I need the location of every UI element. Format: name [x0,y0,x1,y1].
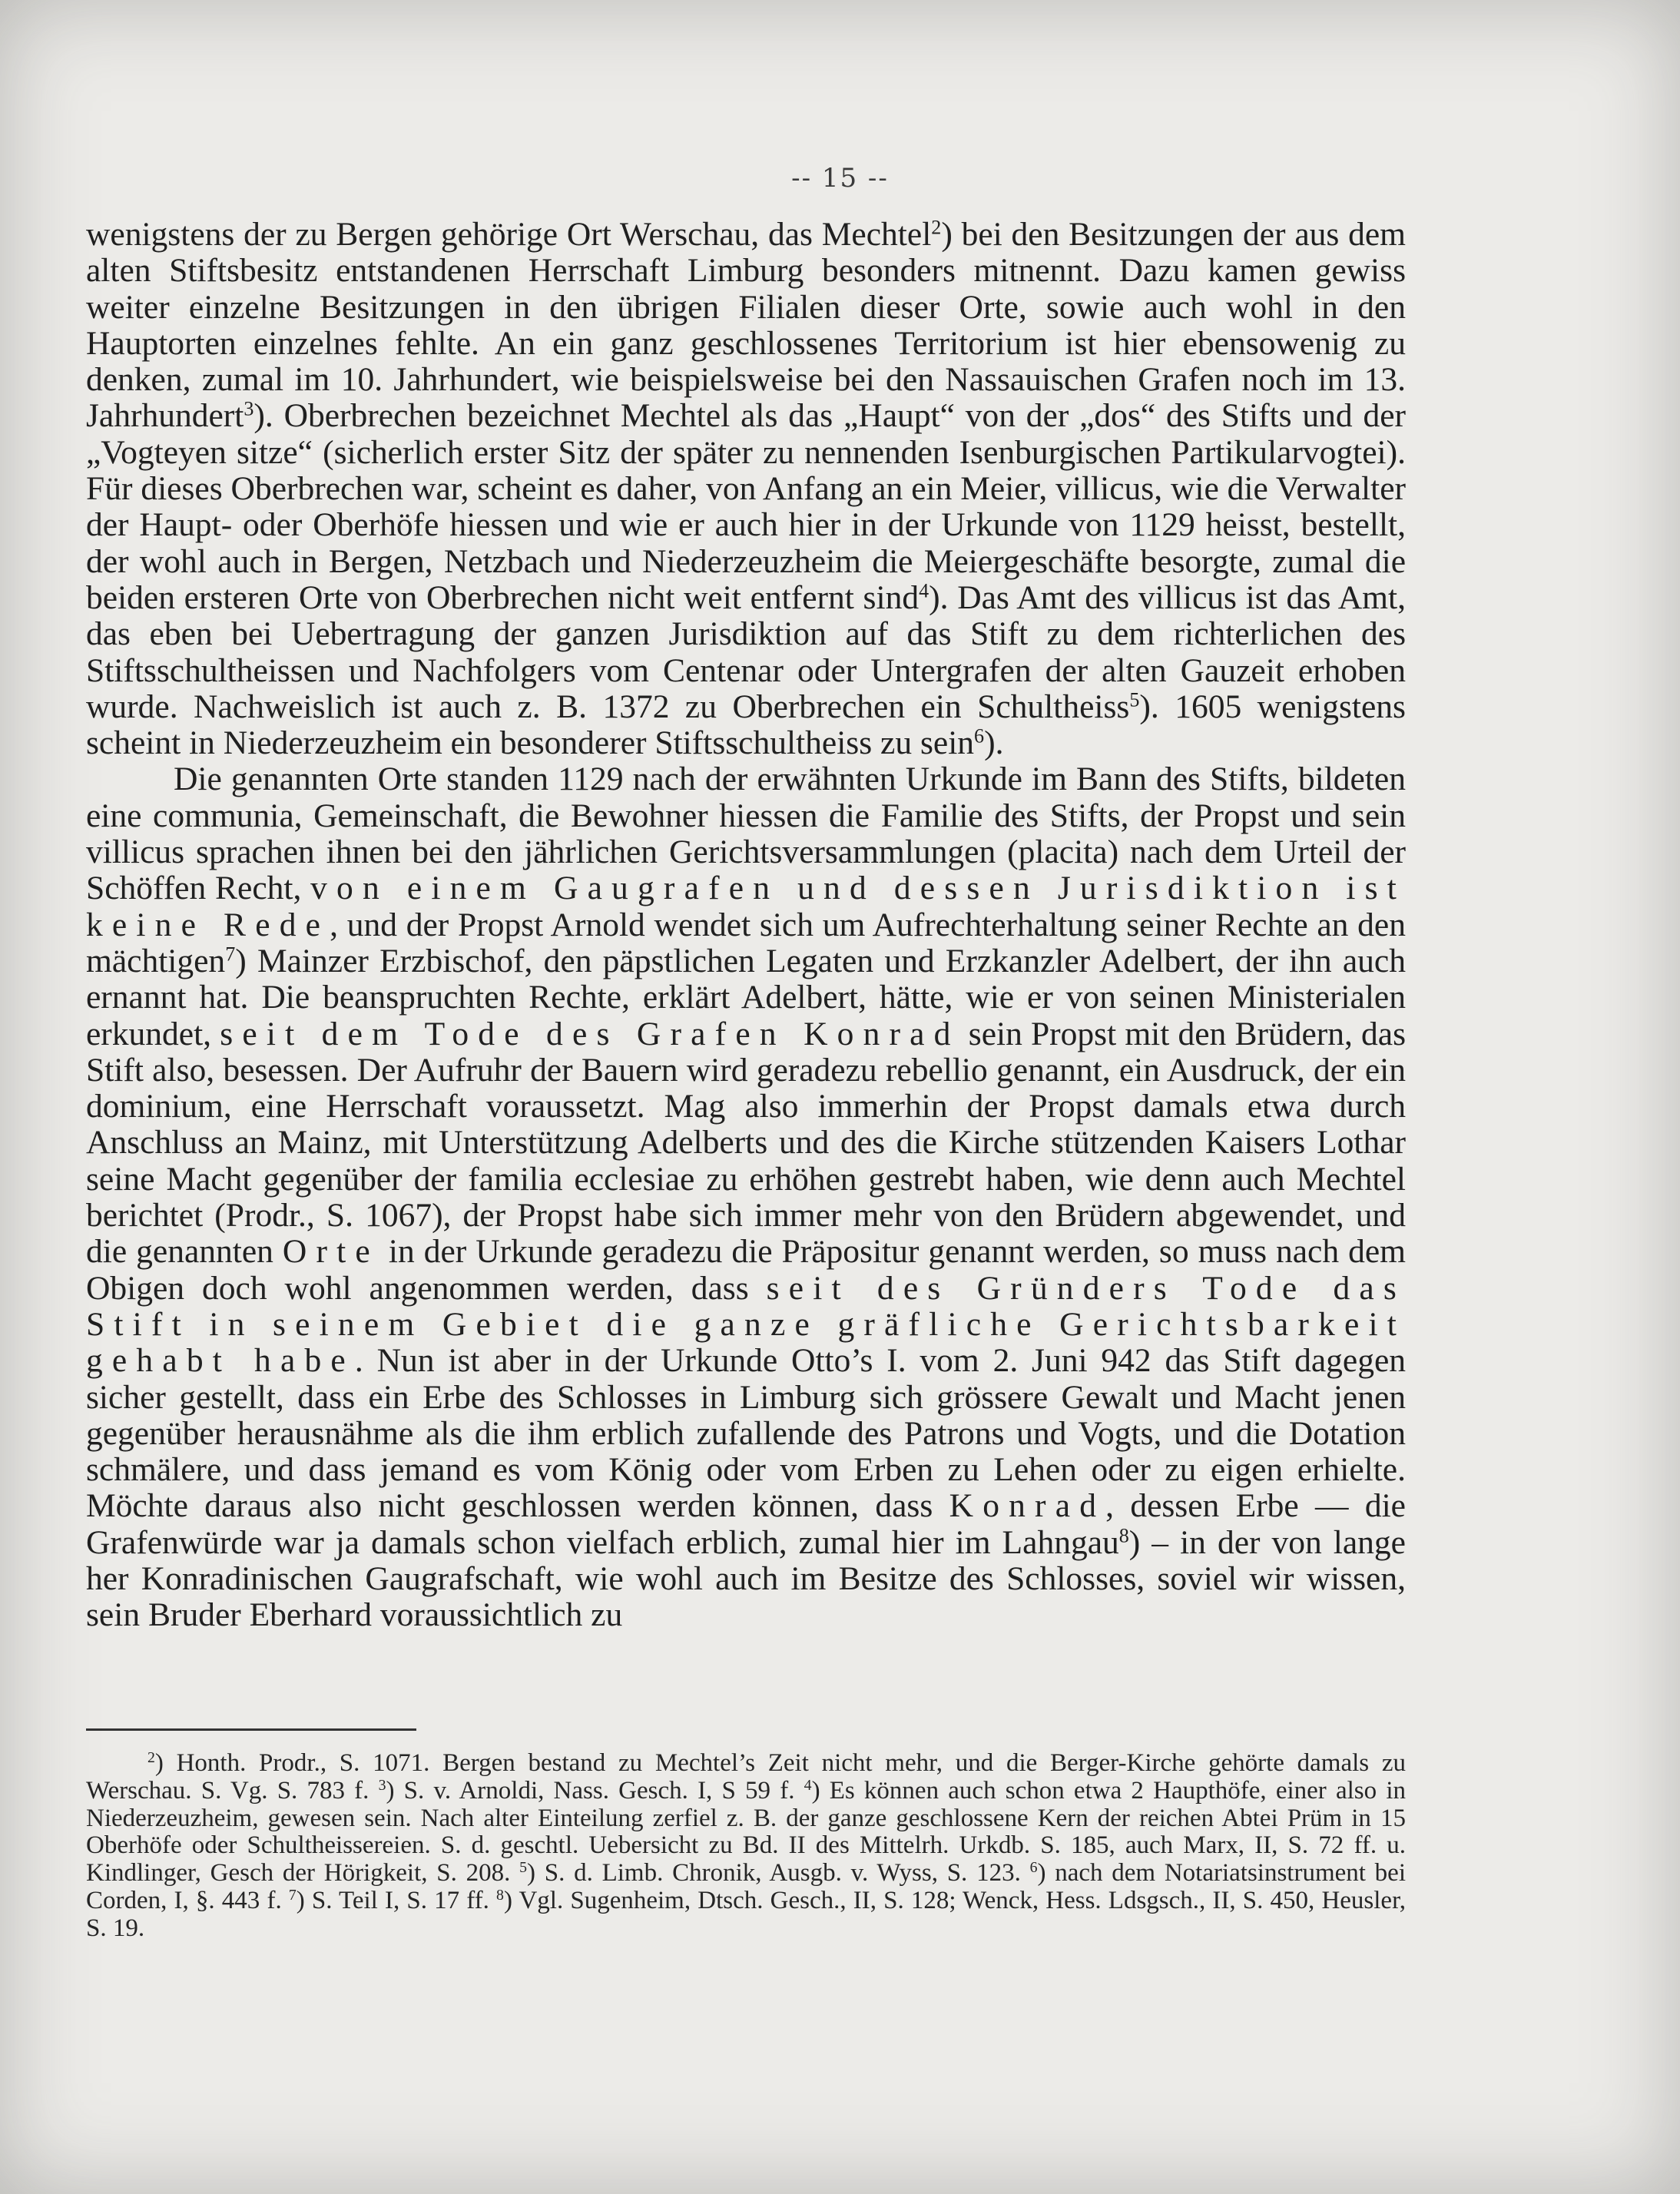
spaced-emphasis: seit des Gründers Tode das Stift in seinem Gebiet die ganze gräfliche Gerichtsbarkeit gehabt habe [86,1269,1406,1380]
main-text [86,217,1406,1634]
footnote-marker: 7 [288,1887,297,1904]
text-run: ) Mainzer Erzbischof, den päpstlichen Legaten und Erzkanzler Adelbert, der ihn auch ernannt hat. Die beanspruchten Rechte, erklärt Adelbert, hätte, wie er von seinen Ministerialen erkundet, [86,942,1406,1052]
footnote-marker: 5 [1129,688,1140,711]
footnote-marker: 6 [1029,1859,1038,1877]
spaced-emphasis: Konrad [949,1487,1106,1525]
text-run: in der Urkunde geradezu die Präpositur genannt werden, so muss nach dem Obigen doch wohl angenommen werden, dass [86,1233,1406,1307]
spaced-emphasis: seit dem Tode des Grafen Konrad [220,1015,960,1052]
footnote-marker: 2 [931,216,942,239]
paragraph [86,217,1406,761]
text-run: sein Propst mit den Brüdern, das Stift also, besessen. Der Aufruhr der Bauern wird geradezu rebellio genannt, ein Ausdruck, der ein dominium, eine Herrschaft voraussetzt. Mag also immerhin der Propst damals etwa durch Anschluss an Mainz, mit Unterstützung Adelberts und des die Kirche stützenden Kaisers Lothar seine Macht gegenüber der familia ecclesiae zu erhöhen gestrebt haben, wie denn auch Mechtel berichtet (Prodr., S. 1067), der Propst habe sich immer mehr von den Brüdern abgewendet, und die genannten [86,1015,1406,1271]
text-run: wenigstens der zu Bergen gehörige Ort Werschau, das Mechtel [86,216,932,253]
footnote-marker: 3 [378,1776,386,1794]
footnote-marker: 4 [919,579,929,602]
footnote-block [86,1750,1406,1943]
footnote-marker: 4 [804,1776,812,1794]
footnote-marker: 2 [147,1749,155,1767]
text-run: Die genannten Orte standen 1129 nach der erwähnten Urkunde im Bann des Stifts, bildeten eine communia, Gemeinschaft, die Bewohner hiessen die Familie des Stifts, der Propst und sein villicus sprachen ihnen bei den jährlichen Gerichtsversammlungen (placita) nach dem Urteil der Schöffen Recht, [86,761,1406,907]
text-run: ) S. Teil I, S. 17 ff. [296,1886,497,1914]
text-run: ). [984,724,1004,762]
footnote-marker: 5 [519,1859,527,1877]
text-run: ). Oberbrechen bezeichnet Mechtel als das „Haupt“ von der „dos“ des Stifts und der „Vogteyen sitze“ (sicherlich erster Sitz der später zu nennenden Isenburgischen Partikularvogtei). Für dieses Oberbrechen war, scheint es daher, von Anfang an ein Meier, villicus, wie die Verwalter der Haupt- oder Oberhöfe hiessen und wie er auch hier in der Urkunde von 1129 heisst, bestellt, der wohl auch in Bergen, Netzbach und Niederzeuzheim die Meiergeschäfte besorgte, zumal die beiden ersteren Orte von Oberbrechen nicht weit entfernt sind [86,397,1406,616]
text-run: ) nach dem Notariatsinstrument bei Corden, I, §. 443 f. [86,1859,1407,1914]
paragraph [86,761,1406,1633]
text-run: ) – in der von lange her Konradinischen Gaugrafschaft, wie wohl auch im Besitze des Schlosses, soviel wir wissen, sein Bruder Eberhard voraussichtlich zu [86,1523,1406,1634]
text-run: ) Honth. Prodr., S. 1071. Bergen bestand zu Mechtel’s Zeit nicht mehr, und die Berger-Kirche gehörte damals zu Werschau. S. Vg. S. 783 f. [86,1749,1406,1805]
text-run: ) Vgl. Sugenheim, Dtsch. Gesch., II, S. 128; Wenck, Hess. Ldsgsch., II, S. 450, Heusler, S. 19. [86,1886,1406,1942]
text-run: . Nun ist aber in der Urkunde Otto’s I. vom 2. Juni 942 das Stift dagegen sicher gestellt, dass ein Erbe des Schlosses in Limburg sich grössere Gewalt und Macht jenen gegenüber herausnähme als die ihm erblich zufallende des Patrons und Vogts, und die Dotation schmälere, und dass jemand es vom König oder vom Erben zu Lehen oder zu eigen erhielte. Möchte daraus also nicht geschlossen werden können, dass [86,1342,1407,1525]
footnotes [86,1750,1406,1943]
page-number: -- 15 -- [791,163,889,194]
footnote-marker: 3 [244,398,254,421]
text-run: ) bei den Besitzungen der aus dem alten Stiftsbesitz entstandenen Herrschaft Limburg besonders mitnennt. Dazu kamen gewiss weiter einzelne Besitzungen in den übrigen Filialen dieser Orte, sowie auch wohl in den Hauptorten einzelnes fehlte. An ein ganz geschlossenes Territorium ist hier ebensowenig zu denken, zumal im 10. Jahrhundert, wie beispielsweise bei den Nassauischen Grafen noch im 13. Jahrhundert [86,216,1406,435]
text-run: ) Es können auch schon etwa 2 Haupthöfe, einer also in Niederzeuzheim, gewesen sein. Nach alter Einteilung zerfiel z. B. der ganze geschlossene Kern der reichen Abtei Prüm in 15 Oberhöfe oder Schultheissereien. S. d. geschtl. Uebersicht zu Bd. II des Mittelrh. Urkdb. S. 185, auch Marx, II, S. 72 ff. u. Kindlinger, Gesch der Hörigkeit, S. 208. [86,1776,1406,1887]
spaced-emphasis: von einem Gaugrafen und dessen Jurisdiktion ist keine Rede [86,870,1406,943]
footnote-marker: 6 [974,724,985,747]
text-run: , und der Propst Arnold wendet sich um Aufrechterhaltung seiner Rechte an den mächtigen [86,906,1406,979]
footnote-divider [86,1728,416,1731]
footnote-marker: 8 [1118,1524,1129,1547]
text-run: ) S. v. Arnoldi, Nass. Gesch. I, S 59 f. [386,1776,804,1805]
text-run: ) S. d. Limb. Chronik, Ausgb. v. Wyss, S. 123. [526,1859,1030,1887]
text-run: ). 1605 wenigstens scheint in Niederzeuzheim ein besonderer Stiftsschultheiss zu sein [86,688,1406,762]
footnote-marker: 8 [496,1887,504,1904]
spaced-emphasis: Orte [282,1233,379,1271]
text-run: ). Das Amt des villicus ist das Amt, das eben bei Uebertragung der ganzen Jurisdiktion auf das Stift zu dem richterlichen des Stiftsschultheissen und Nachfolgers vom Centenar oder Untergrafen der alten Gauzeit erhoben wurde. Nachweislich ist auch z. B. 1372 zu Oberbrechen ein Schultheiss [86,578,1406,725]
footnote-marker: 7 [225,943,236,966]
text-run: , dessen Erbe — die Grafenwürde war ja damals schon vielfach erblich, zumal hier im Lahngau [86,1487,1406,1561]
